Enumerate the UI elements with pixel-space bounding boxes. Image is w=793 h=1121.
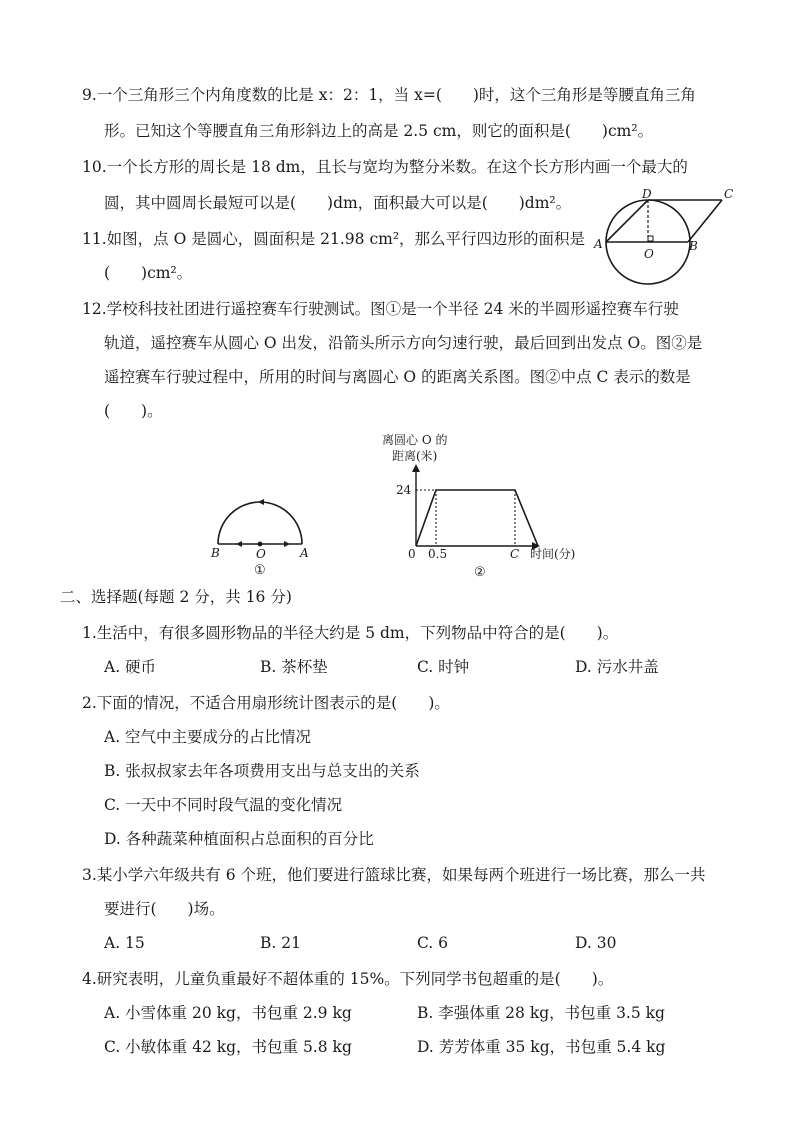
mc-q4-stem: 4.研究表明，儿童负重最好不超体重的 15%。下列同学书包超重的是( )。: [82, 970, 614, 988]
mc-q2-option-a: A. 空气中主要成分的占比情况: [104, 728, 312, 746]
graph-x-tick-05: 0.5: [428, 547, 448, 561]
fig1-label-a: A: [300, 546, 309, 560]
mc-q4-option-d: D. 芳芳体重 35 kg，书包重 5.4 kg: [417, 1038, 666, 1056]
arrow-left-diameter: [236, 541, 242, 547]
q11-figure: [590, 186, 740, 290]
graph-x-tick-c: C: [510, 547, 520, 561]
q11-right-angle-mark: [648, 236, 653, 241]
graph-xlabel: 时间(分): [530, 547, 576, 561]
q11-label-d: D: [642, 187, 652, 201]
mc-q3-option-a: A. 15: [104, 934, 145, 952]
section-2-title: 二、选择题(每题 2 分，共 16 分): [60, 588, 292, 606]
q11-label-c: C: [724, 187, 734, 201]
graph-y-tick-24: 24: [396, 483, 412, 497]
mc-q3-option-c: C. 6: [417, 934, 449, 952]
q12-figure-1: [204, 494, 324, 578]
mc-q4-option-b: B. 李强体重 28 kg，书包重 3.5 kg: [417, 1004, 665, 1022]
q10-line1: 10.一个长方形的周长是 18 dm，且长与宽均为整分米数。在这个长方形内画一个最大的: [82, 158, 688, 176]
q11-parallelogram-right: [688, 200, 722, 242]
mc-q3-option-b: B. 21: [260, 934, 301, 952]
q12-line1: 12.学校科技社团进行遥控赛车行驶测试。图①是一个半径 24 米的半圆形遥控赛车行驶: [82, 300, 679, 318]
q9-line2: 形。已知这个等腰直角三角形斜边上的高是 2.5 cm，则它的面积是( )cm²。: [104, 122, 654, 140]
mc-q3-option-d: D. 30: [575, 934, 617, 952]
graph-origin: 0: [408, 547, 416, 561]
q10-line2: 圆，其中圆周长最短可以是( )dm，面积最大可以是( )dm²。: [104, 194, 572, 212]
mc-q1-option-c: C. 时钟: [417, 658, 470, 676]
mc-q2-stem: 2.下面的情况，不适合用扇形统计图表示的是( )。: [82, 694, 450, 712]
mc-q2-option-c: C. 一天中不同时段气温的变化情况: [104, 796, 343, 814]
graph-ylabel-line2: 距离(米): [392, 449, 438, 463]
mc-q4-option-c: C. 小敏体重 42 kg，书包重 5.8 kg: [104, 1038, 352, 1056]
q12-line3: 遥控赛车行驶过程中，所用的时间与离圆心 O 的距离关系图。图②中点 C 表示的数是: [104, 368, 691, 386]
arrow-on-arc: [258, 499, 264, 505]
mc-q3-stem-line2: 要进行( )场。: [104, 900, 225, 918]
q9-line1: 9.一个三角形三个内角度数的比是 x：2：1，当 x=( )时，这个三角形是等腰直角三角: [82, 86, 696, 104]
q12-line2: 轨道，遥控赛车从圆心 O 出发，沿箭头所示方向匀速行驶，最后回到出发点 O。图②是: [104, 334, 703, 352]
mc-q2-option-b: B. 张叔叔家去年各项费用支出与总支出的关系: [104, 762, 420, 780]
fig1-label-o: O: [256, 547, 266, 561]
fig1-label-b: B: [211, 546, 220, 560]
graph-ylabel-line1: 离圆心 O 的: [382, 433, 448, 447]
graph-caption: ②: [474, 565, 486, 580]
graph-distance-line: [416, 490, 538, 546]
graph-y-arrow: [412, 464, 420, 472]
q11-label-b: B: [689, 239, 698, 253]
mc-q4-option-a: A. 小雪体重 20 kg，书包重 2.9 kg: [104, 1004, 352, 1022]
mc-q1-stem: 1.生活中，有很多圆形物品的半径大约是 5 dm，下列物品中符合的是( )。: [82, 624, 619, 642]
q11-label-a: A: [594, 237, 603, 251]
mc-q1-option-a: A. 硬币: [104, 658, 157, 676]
q11-label-o: O: [644, 247, 654, 261]
q11-line2: ( )cm²。: [104, 264, 193, 282]
q11-line1: 11.如图，点 O 是圆心，圆面积是 21.98 cm²，那么平行四边形的面积是: [82, 230, 586, 248]
mc-q2-option-d: D. 各种蔬菜种植面积占总面积的百分比: [104, 830, 374, 848]
mc-q3-stem-line1: 3.某小学六年级共有 6 个班，他们要进行篮球比赛，如果每两个班进行一场比赛，那么一共: [82, 866, 706, 884]
semicircle-arc: [218, 502, 302, 544]
mc-q1-option-b: B. 茶杯垫: [260, 658, 328, 676]
fig1-caption: ①: [254, 563, 266, 578]
arrow-right-diameter: [284, 541, 290, 547]
mc-q1-option-d: D. 污水井盖: [575, 658, 659, 676]
q12-line4: ( )。: [104, 402, 163, 420]
center-point-o: [258, 542, 263, 547]
q12-figure-2: [360, 432, 610, 580]
